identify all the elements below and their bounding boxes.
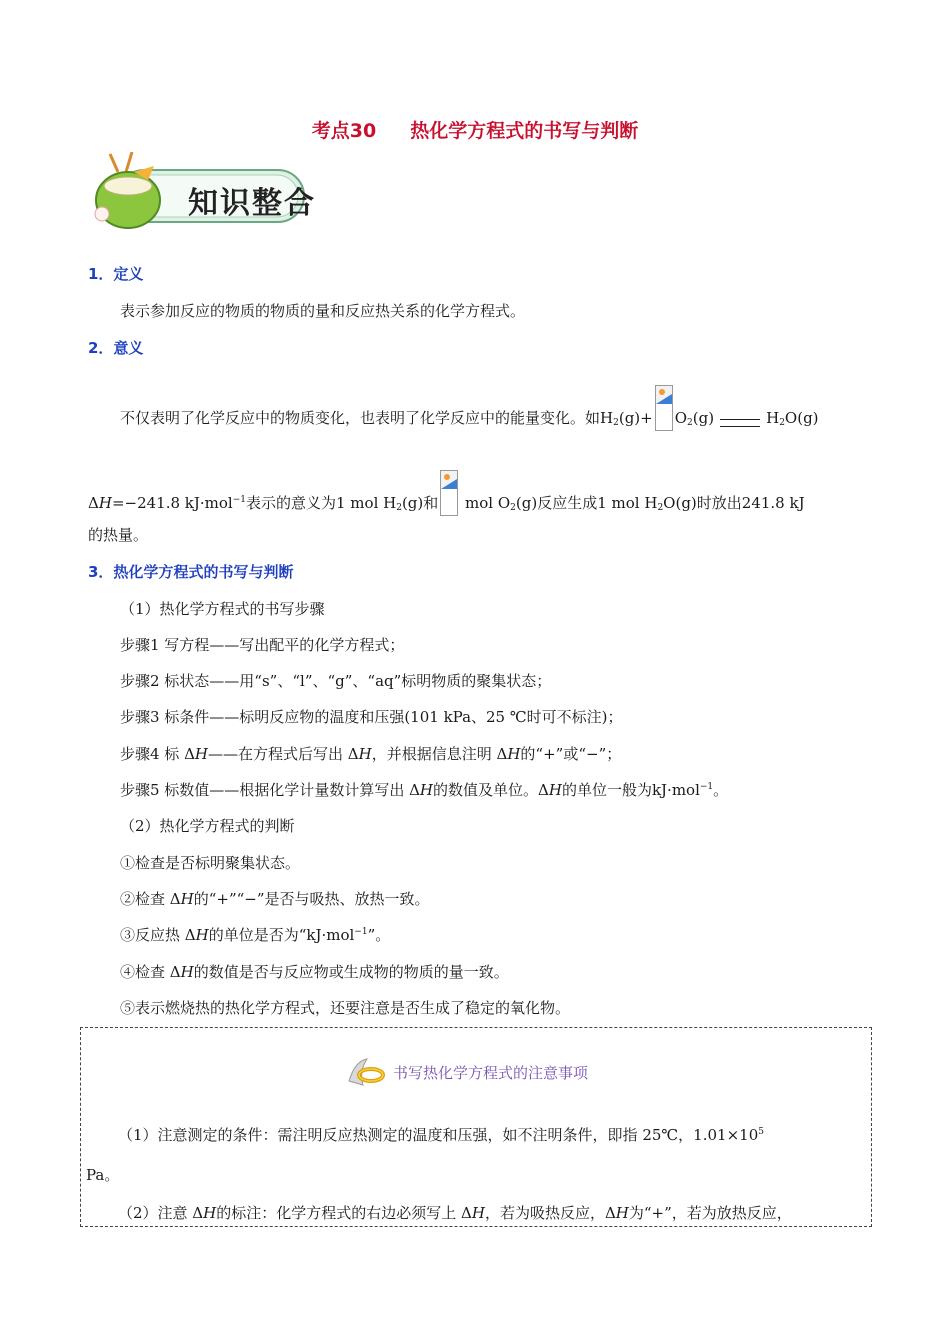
title-text: 热化学方程式的书写与判断 (410, 120, 639, 142)
check-1: ①检查是否标明聚集状态。 (120, 854, 301, 872)
step-5: 步骤5 标数值——根据化学计量数计算写出 ΔH的数值及单位。ΔH的单位一般为kJ·mol$^{-1}$。 (120, 781, 729, 799)
step-2: 步骤2 标状态——用“s”、“l”、“g”、“aq”标明物质的聚集状态； (120, 672, 552, 690)
meaning-line-3: 的热量。 (88, 526, 149, 544)
subheading-steps: （1）热化学方程式的书写步骤 (120, 600, 325, 618)
meaning-line-2: ΔH=−241.8 kJ·mol$^{-1}$表示的意义为1 mol $H_2(g)$和 mol $O_2(g)$反应生成1 mol $H_2O(g)$时放出241.8 kJ (88, 470, 805, 516)
equation-equals (720, 419, 760, 427)
heading-meaning: 2．意义 (88, 339, 144, 357)
definition-text: 表示参加反应的物质的物质的量和反应热关系的化学方程式。 (120, 302, 526, 320)
ring-icon (345, 1055, 385, 1091)
heading-writing-judging: 3．热化学方程式的书写与判断 (88, 563, 294, 581)
note-2: （2）注意 ΔH的标注：化学方程式的右边必须写上 ΔH，若为吸热反应，ΔH为“+”，若为放热反应， (118, 1204, 792, 1222)
heading-definition: 1．定义 (88, 265, 144, 283)
note-box-title: 书写热化学方程式的注意事项 (393, 1064, 589, 1082)
page-title (0, 116, 950, 143)
step-1: 步骤1 写方程——写出配平的化学方程式； (120, 636, 405, 654)
section-banner (88, 152, 316, 232)
note-1: （1）注意测定的条件：需注明反应热测定的温度和压强，如不注明条件，即指 25℃，$1.01\times 10^5$ (118, 1126, 764, 1144)
meaning-line-1: 不仅表明了化学反应中的物质变化，也表明了化学反应中的能量变化。如$H_2(g)+$ $O_2(g)$ $H_2O(g)$ (120, 385, 819, 431)
fraction-image (440, 470, 458, 516)
subheading-judging: （2）热化学方程式的判断 (120, 817, 295, 835)
check-5: ⑤表示燃烧热的热化学方程式，还要注意是否生成了稳定的氧化物。 (120, 999, 571, 1017)
title-code: 考点30 (311, 120, 377, 142)
check-3: ③反应热 ΔH的单位是否为“kJ·mol$^{-1}$”。 (120, 926, 391, 944)
step-3: 步骤3 标条件——标明反应物的温度和压强(101 kPa、25 ℃时可不标注)； (120, 708, 623, 726)
check-2: ②检查 ΔH的“+”“−”是否与吸热、放热一致。 (120, 890, 430, 908)
note-1-tail: Pa。 (86, 1166, 120, 1184)
check-4: ④检查 ΔH的数值是否与反应物或生成物的物质的量一致。 (120, 963, 509, 981)
step-4: 步骤4 标 ΔH——在方程式后写出 ΔH，并根据信息注明 ΔH的“+”或“−”； (120, 745, 622, 763)
fraction-image (655, 385, 673, 431)
banner-text: 知识整合 (188, 186, 316, 221)
